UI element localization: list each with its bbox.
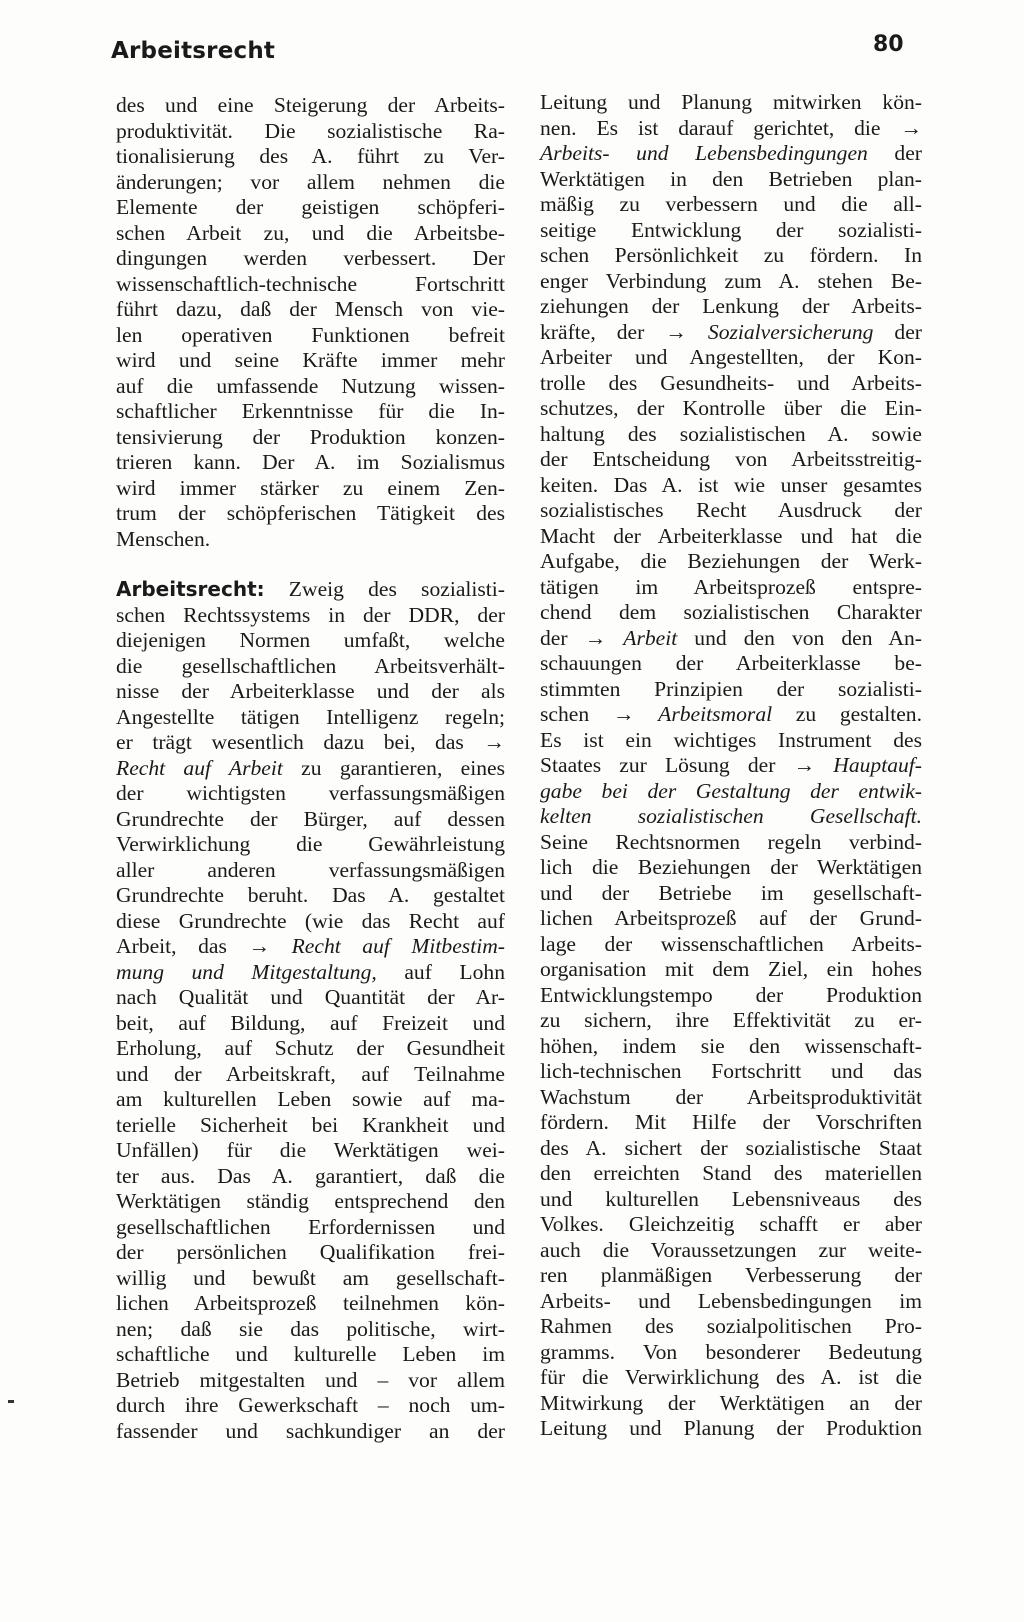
text-line: beit, auf Bildung, auf Freizeit und	[116, 1010, 505, 1035]
left-column	[116, 93, 505, 1444]
text-line: tätigen im Arbeitsprozeß entspre-	[540, 574, 922, 599]
paragraph-continuation	[116, 93, 505, 552]
text-line: wissenschaftlich-technische Fortschritt	[116, 271, 505, 296]
text-line: Grundrechte der Bürger, auf dessen	[116, 806, 505, 831]
text-line: Entwicklungstempo der Produktion	[540, 982, 922, 1007]
text-line: organisation mit dem Ziel, ein hohes	[540, 957, 922, 981]
text-line: Leitung und Planung der Produktion	[540, 1416, 922, 1440]
text-line: Angestellte tätigen Intelligenz regeln;	[116, 704, 505, 729]
cross-reference-arrow-icon: →	[483, 730, 505, 754]
text-line: der wichtigsten verfassungsmäßigen	[116, 781, 505, 805]
entry-body	[540, 830, 922, 1442]
text-line: wird und seine Kräfte immer mehr	[116, 348, 505, 372]
text-line: chend dem sozialistischen Charakter	[540, 600, 922, 624]
text-line: lichen Arbeitsprozeß teilnehmen kön-	[116, 1291, 505, 1315]
text-line: auf die umfassende Nutzung wissen-	[116, 373, 505, 398]
cross-reference-link[interactable]: kelten sozialistischen Gesellschaft.	[540, 804, 922, 828]
text-line: gesellschaftlichen Erfordernissen und	[116, 1214, 505, 1239]
text-line: sozialistisches Recht Ausdruck der	[540, 498, 922, 522]
text-line: trum der schöpferischen Tätigkeit des	[116, 501, 505, 525]
text-line: Werktätigen ständig entsprechend den	[116, 1189, 505, 1213]
text-line: er trägt wesentlich dazu bei, das	[116, 730, 484, 754]
cross-reference-arrow-icon: →	[793, 753, 816, 777]
text-line: enger Verbindung zum A. stehen Be-	[540, 268, 922, 293]
text-line: schutzes, der Kontrolle über die Ein-	[540, 396, 922, 420]
text-line: schen Persönlichkeit zu fördern. In	[540, 243, 922, 267]
text-line: des und eine Steigerung der Arbeits-	[116, 93, 505, 117]
text-line: gramms. Von besonderer Bedeutung	[540, 1339, 922, 1364]
page-number: 80	[873, 32, 904, 57]
text-line: Zweig des sozialisti-	[264, 577, 505, 601]
running-head: Arbeitsrecht	[111, 38, 276, 64]
text-line: diejenigen Normen umfaßt, welche	[116, 628, 505, 652]
text-line: Werktätigen in den Betrieben plan-	[540, 166, 922, 191]
text-line: schaftlicher Erkenntnisse für die In-	[116, 399, 505, 423]
cross-reference-link[interactable]: Arbeitsmoral	[658, 702, 773, 726]
text-line: Menschen.	[116, 526, 211, 551]
text-line: änderungen; vor allem nehmen die	[116, 169, 505, 194]
cross-reference-arrow-icon: →	[900, 115, 922, 140]
text-line: schen Arbeit zu, und die Arbeitsbe-	[116, 220, 505, 245]
text-line: lich die Beziehungen der Werktätigen	[540, 855, 922, 879]
cross-reference-link[interactable]: Recht auf Mitbestim-	[291, 934, 505, 958]
text-line: der	[873, 319, 922, 344]
entry-body	[116, 985, 505, 1444]
cross-reference-arrow-icon: →	[584, 625, 607, 650]
text-line: des A. sichert der sozialistische Staat	[540, 1135, 922, 1160]
text-line: der	[867, 141, 922, 165]
text-line: Verwirklichung die Gewährleistung	[116, 832, 505, 856]
text-line: den erreichten Stand des materiellen	[540, 1161, 922, 1185]
text-line: die gesellschaftlichen Arbeitsverhält-	[116, 653, 505, 678]
text-line: terielle Sicherheit bei Krankheit und	[116, 1112, 505, 1137]
text-line: seitige Entwicklung der sozialisti-	[540, 217, 922, 242]
text-line: schen Rechtssystems in der DDR, der	[116, 602, 505, 627]
text-line: und der Arbeitskraft, auf Teilnahme	[116, 1061, 505, 1086]
text-line: wird immer stärker zu einem Zen-	[116, 475, 505, 500]
text-line: Arbeit, das	[116, 934, 249, 958]
text-line: Seine Rechtsnormen regeln verbind-	[540, 829, 922, 854]
text-line: nisse der Arbeiterklasse und der als	[116, 679, 505, 703]
text-line: und den von den An-	[677, 625, 922, 650]
text-line: fördern. Mit Hilfe der Vorschriften	[540, 1110, 922, 1134]
text-line: tionalisierung des A. führt zu Ver-	[116, 144, 505, 168]
text-line: dingungen werden verbessert. Der	[116, 246, 505, 270]
text-line: stimmten Prinzipien der sozialisti-	[540, 676, 922, 701]
text-line: Rahmen des sozialpolitischen Pro-	[540, 1314, 922, 1338]
text-line: Staates zur Lösung der	[540, 753, 794, 777]
text-line: mäßig zu verbessern und die all-	[540, 192, 922, 216]
entry-arbeitsrecht	[116, 577, 505, 1444]
text-line: diese Grundrechte (wie das Recht auf	[116, 908, 505, 933]
text-line: zu sichern, ihre Effektivität zu er-	[540, 1008, 922, 1032]
cross-reference-link[interactable]: mung und Mitgestaltung,	[116, 959, 377, 984]
cross-reference-link[interactable]: Arbeit	[623, 625, 678, 650]
text-line: nen. Es ist darauf gerichtet, die	[540, 115, 901, 140]
text-line: Erholung, auf Schutz der Gesundheit	[116, 1036, 505, 1060]
text-line: auf Lohn	[376, 959, 506, 984]
text-line: nach Qualität und Quantität der Ar-	[116, 985, 505, 1009]
text-line: der Entscheidung von Arbeitsstreitig-	[540, 447, 922, 471]
text-line: willig und bewußt am gesellschaft-	[116, 1265, 505, 1290]
text-line: keiten. Das A. ist wie unser gesamtes	[540, 472, 922, 497]
text-line: Arbeiter und Angestellten, der Kon-	[540, 345, 922, 369]
text-line: der persönlichen Qualifikation frei-	[116, 1240, 505, 1264]
text-line: und kulturellen Lebensniveaus des	[540, 1186, 922, 1211]
text-line: haltung des sozialistischen A. sowie	[540, 421, 922, 446]
paragraph-gap	[116, 552, 505, 577]
text-line: Mitwirkung der Werktätigen an der	[540, 1390, 922, 1415]
cross-reference-link[interactable]: Sozialversicherung	[707, 319, 874, 344]
text-line: zu garantieren, eines	[282, 755, 506, 780]
text-line: Betrieb mitgestalten und – vor allem	[116, 1367, 505, 1392]
text-line: ren planmäßigen Verbesserung der	[540, 1263, 922, 1287]
text-line: ziehungen der Lenkung der Arbeits-	[540, 294, 922, 318]
text-line: Elemente der geistigen schöpferi-	[116, 195, 505, 219]
cross-reference-link[interactable]: Arbeits- und Lebensbedingungen	[540, 141, 868, 165]
text-line: und der Betriebe im gesellschaft-	[540, 880, 922, 905]
cross-reference-arrow-icon: →	[612, 702, 635, 726]
text-line: Arbeits- und Lebensbedingungen im	[540, 1288, 922, 1313]
text-line: schen	[540, 702, 613, 726]
text-line: höhen, indem sie den wissenschaft-	[540, 1033, 922, 1058]
text-line: trieren kann. Der A. im Sozialismus	[116, 450, 505, 474]
right-column	[540, 90, 922, 1442]
text-line: auch die Voraussetzungen zur weite-	[540, 1237, 922, 1262]
cross-reference-arrow-icon: →	[248, 934, 271, 958]
text-line: Aufgabe, die Beziehungen der Werk-	[540, 549, 922, 573]
text-line: Wachstum der Arbeitsproduktivität	[540, 1084, 922, 1109]
text-line: lichen Arbeitsprozeß auf der Grund-	[540, 906, 922, 930]
text-line: nen; daß sie das politische, wirt-	[116, 1316, 505, 1341]
text-line: trolle des Gesundheits- und Arbeits-	[540, 370, 922, 395]
text-line: len operativen Funktionen befreit	[116, 322, 505, 347]
cross-reference-arrow-icon: →	[665, 319, 687, 344]
text-line: lich-technischen Fortschritt und das	[540, 1059, 922, 1083]
text-line: am kulturellen Leben sowie auf ma-	[116, 1087, 505, 1111]
text-line: für die Verwirklichung des A. ist die	[540, 1365, 922, 1389]
text-line: Leitung und Planung mitwirken kön-	[540, 90, 922, 114]
text-line: Volkes. Gleichzeitig schafft er aber	[540, 1212, 922, 1236]
entry-headword: Arbeitsrecht:	[116, 577, 265, 601]
cross-reference-link[interactable]: Recht auf Arbeit	[116, 755, 283, 780]
text-line: fassender und sachkundiger an der	[116, 1418, 505, 1443]
scan-mark	[8, 1400, 14, 1403]
text-line: kräfte, der	[540, 319, 666, 344]
text-line: lage der wissenschaftlichen Arbeits-	[540, 931, 922, 956]
text-line: schauungen der Arbeiterklasse be-	[540, 651, 922, 675]
text-line: zu gestalten.	[772, 702, 922, 726]
text-line: durch ihre Gewerkschaft – noch um-	[116, 1393, 505, 1417]
cross-reference-link[interactable]: Hauptauf-	[833, 753, 922, 777]
text-line: Grundrechte beruht. Das A. gestaltet	[116, 883, 505, 907]
text-line: der	[540, 625, 585, 650]
text-line: führt dazu, daß der Mensch von vie-	[116, 297, 505, 321]
text-line: tensivierung der Produktion konzen-	[116, 424, 505, 449]
text-line: schaftliche und kulturelle Leben im	[116, 1342, 505, 1366]
text-line: ter aus. Das A. garantiert, daß die	[116, 1163, 505, 1188]
text-line: Unfällen) für die Werktätigen wei-	[116, 1138, 505, 1162]
cross-reference-link[interactable]: gabe bei der Gestaltung der entwik-	[540, 778, 922, 803]
text-line: Es ist ein wichtiges Instrument des	[540, 727, 922, 752]
text-line: produktivität. Die sozialistische Ra-	[116, 118, 505, 143]
text-line: Macht der Arbeiterklasse und hat die	[540, 523, 922, 548]
text-line: aller anderen verfassungsmäßigen	[116, 857, 505, 882]
